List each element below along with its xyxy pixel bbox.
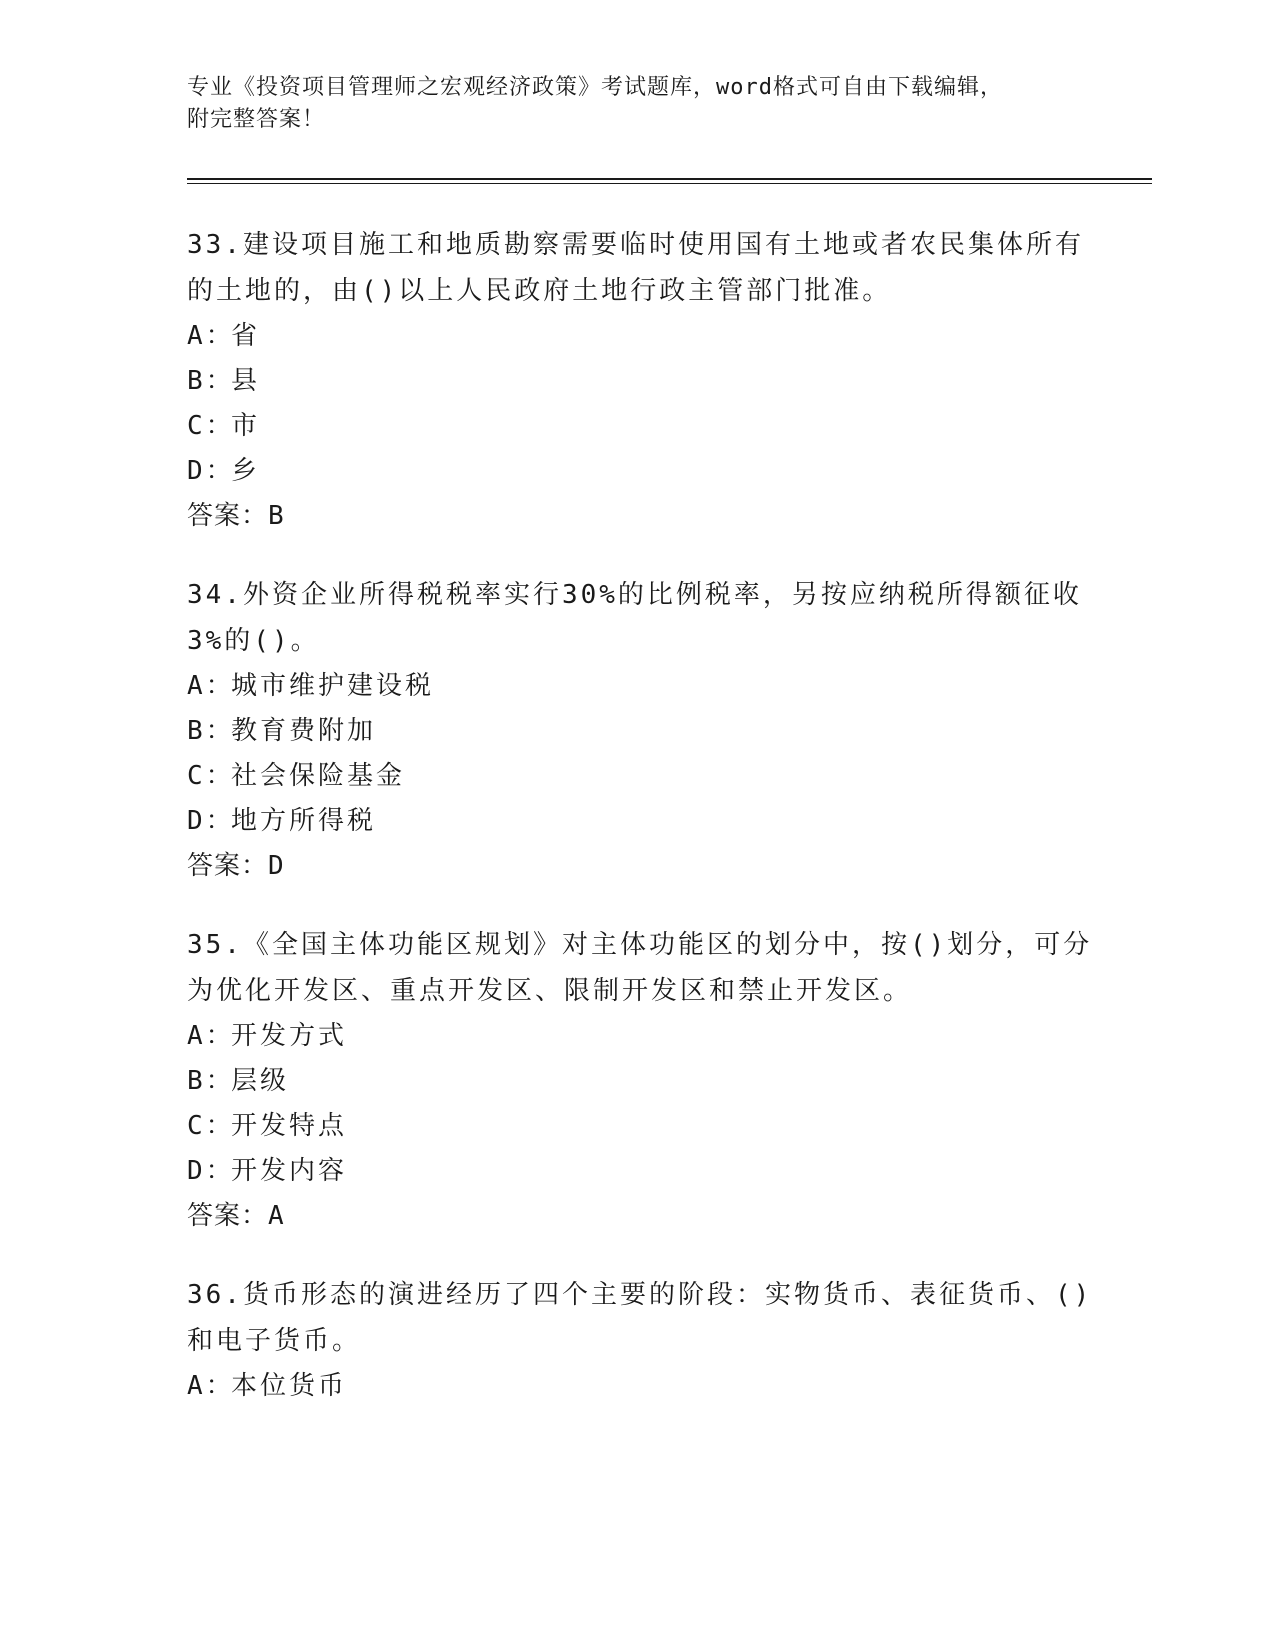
option-d [187,449,1067,494]
option-a [187,1364,1067,1409]
option-letter: C： [187,761,235,791]
option-text: 开发内容 [231,1156,348,1186]
option-letter: B： [187,366,235,396]
document-header [187,72,1067,136]
question-stem [187,572,1082,664]
option-b [187,1059,1067,1104]
option-text: 社会保险基金 [231,761,406,791]
option-text: 乡 [231,456,261,486]
option-letter: D： [187,1156,235,1186]
question-stem [187,1272,1093,1364]
option-text: 开发特点 [231,1111,348,1141]
option-a [187,664,1067,709]
answer-label: 答案： [187,851,269,881]
question-33 [187,222,1084,539]
option-d [187,799,1067,844]
option-text: 城市维护建设税 [231,671,435,701]
stem-line: 36.货币形态的演进经历了四个主要的阶段：实物货币、表征货币、() [187,1280,1093,1310]
stem-line: 为优化开发区、重点开发区、限制开发区和禁止开发区。 [187,976,913,1006]
option-b [187,359,1067,404]
header-line-2: 附完整答案！ [187,107,326,132]
option-text: 层级 [231,1066,290,1096]
stem-line: 3%的()。 [187,626,320,656]
option-a [187,314,1067,359]
stem-line: 的土地的，由()以上人民政府土地行政主管部门批准。 [187,276,892,306]
answer-line [187,494,1067,539]
stem-line: 和电子货币。 [187,1326,362,1356]
stem-line: 33.建设项目施工和地质勘察需要临时使用国有土地或者农民集体所有 [187,230,1084,260]
option-a [187,1014,1067,1059]
option-text: 市 [231,411,261,441]
option-letter: D： [187,456,235,486]
answer-line [187,1194,1067,1239]
option-text: 县 [231,366,261,396]
option-letter: C： [187,1111,235,1141]
option-letter: B： [187,1066,235,1096]
option-c [187,404,1067,449]
option-text: 开发方式 [231,1021,348,1051]
option-letter: A： [187,1371,235,1401]
answer-value: A [268,1201,285,1231]
option-text: 教育费附加 [231,716,377,746]
option-letter: B： [187,716,235,746]
option-b [187,709,1067,754]
answer-value: D [268,851,285,881]
option-c [187,754,1067,799]
option-text: 省 [231,321,261,351]
option-letter: D： [187,806,235,836]
option-letter: A： [187,671,235,701]
question-stem [187,922,1093,1014]
answer-line [187,844,1067,889]
question-35 [187,922,1093,1239]
answer-label: 答案： [187,501,269,531]
option-text: 地方所得税 [231,806,377,836]
question-stem [187,222,1084,314]
option-letter: A： [187,1021,235,1051]
header-line-1: 专业《投资项目管理师之宏观经济政策》考试题库，word格式可自由下载编辑， [187,75,1003,100]
header-divider-thin [187,183,1152,184]
option-c [187,1104,1067,1149]
answer-value: B [268,501,285,531]
option-d [187,1149,1067,1194]
answer-label: 答案： [187,1201,269,1231]
header-divider-thick [187,178,1152,180]
option-letter: A： [187,321,235,351]
question-36 [187,1272,1093,1409]
stem-line: 34.外资企业所得税税率实行30%的比例税率，另按应纳税所得额征收 [187,580,1082,610]
option-text: 本位货币 [231,1371,348,1401]
stem-line: 35.《全国主体功能区规划》对主体功能区的划分中，按()划分，可分 [187,930,1093,960]
option-letter: C： [187,411,235,441]
question-34 [187,572,1082,889]
